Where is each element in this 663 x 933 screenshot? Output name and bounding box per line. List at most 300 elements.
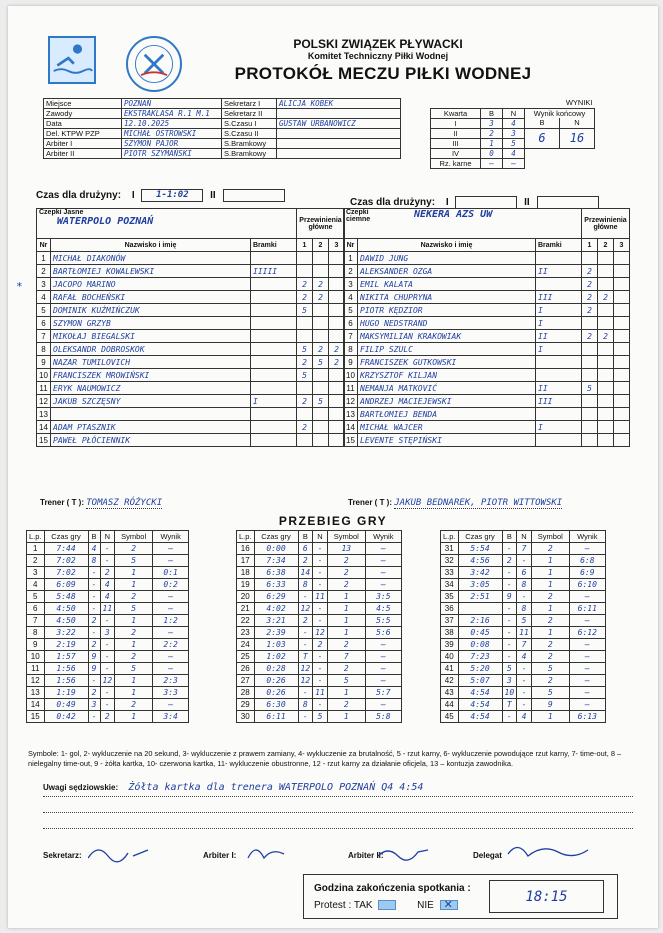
log-symbol[interactable]: 1 bbox=[531, 567, 569, 579]
log-symbol[interactable]: 2 bbox=[115, 627, 153, 639]
log-b[interactable]: 3 bbox=[502, 675, 517, 687]
log-time[interactable]: 0:49 bbox=[44, 699, 88, 711]
player-goals[interactable] bbox=[251, 317, 297, 330]
player-foul-f1[interactable]: 2 bbox=[582, 291, 598, 304]
player-goals[interactable]: III bbox=[536, 395, 582, 408]
log-n[interactable]: - bbox=[517, 591, 532, 603]
log-score[interactable]: — bbox=[153, 627, 189, 639]
log-symbol[interactable]: 1 bbox=[327, 687, 365, 699]
player-foul-f1[interactable]: 2 bbox=[582, 304, 598, 317]
log-time[interactable]: 4:50 bbox=[44, 615, 88, 627]
player-foul-f1[interactable]: 5 bbox=[297, 369, 313, 382]
player-foul-f2[interactable] bbox=[313, 252, 329, 265]
player-name[interactable]: BARTŁOMIEJ BENDA bbox=[358, 408, 536, 421]
quarter-b[interactable]: 0 bbox=[481, 148, 503, 158]
meta-value2[interactable] bbox=[277, 109, 401, 119]
meta-value[interactable]: 12.10.2025 bbox=[122, 119, 222, 129]
log-score[interactable]: — bbox=[365, 639, 401, 651]
player-foul-f2[interactable]: 5 bbox=[313, 395, 329, 408]
log-score[interactable]: 6:11 bbox=[569, 603, 605, 615]
player-foul-f1[interactable]: 5 bbox=[297, 343, 313, 356]
player-goals[interactable]: IIIII bbox=[251, 265, 297, 278]
log-n[interactable]: 5 bbox=[313, 711, 328, 723]
player-name[interactable]: KRZYSZTOF KILJAN bbox=[358, 369, 536, 382]
meta-value[interactable]: PIOTR SZYMAŃSKI bbox=[122, 149, 222, 159]
player-foul-f3[interactable] bbox=[614, 265, 630, 278]
player-foul-f1[interactable] bbox=[582, 408, 598, 421]
player-goals[interactable] bbox=[251, 421, 297, 434]
log-n[interactable]: 4 bbox=[100, 579, 115, 591]
log-time[interactable]: 6:30 bbox=[254, 699, 298, 711]
log-time[interactable]: 4:50 bbox=[44, 603, 88, 615]
log-n[interactable]: - bbox=[313, 543, 328, 555]
log-symbol[interactable]: 2 bbox=[531, 651, 569, 663]
log-time[interactable]: 3:21 bbox=[254, 615, 298, 627]
log-symbol[interactable]: 2 bbox=[531, 615, 569, 627]
log-b[interactable]: 2 bbox=[298, 555, 313, 567]
player-goals[interactable] bbox=[251, 408, 297, 421]
log-n[interactable]: 8 bbox=[517, 603, 532, 615]
player-foul-f1[interactable] bbox=[297, 434, 313, 447]
player-name[interactable]: FRANCISZEK MROWIŃSKI bbox=[51, 369, 251, 382]
log-time[interactable]: 7:02 bbox=[44, 555, 88, 567]
player-foul-f3[interactable] bbox=[614, 252, 630, 265]
log-symbol[interactable]: 5 bbox=[115, 603, 153, 615]
player-name[interactable]: ANDRZEJ MACIEJEWSKI bbox=[358, 395, 536, 408]
log-time[interactable]: 4:56 bbox=[458, 555, 502, 567]
player-name[interactable]: FRANCISZEK GUTKOWSKI bbox=[358, 356, 536, 369]
player-goals[interactable]: II bbox=[536, 382, 582, 395]
log-b[interactable]: 2 bbox=[88, 615, 100, 627]
log-b[interactable]: - bbox=[298, 627, 313, 639]
log-score[interactable]: — bbox=[569, 687, 605, 699]
player-name[interactable]: ADAM PTASZNIK bbox=[51, 421, 251, 434]
player-foul-f2[interactable] bbox=[313, 434, 329, 447]
player-name[interactable]: NIKITA CHUPRYNA bbox=[358, 291, 536, 304]
log-time[interactable]: 2:51 bbox=[458, 591, 502, 603]
log-time[interactable]: 7:44 bbox=[44, 543, 88, 555]
player-foul-f2[interactable]: 5 bbox=[313, 356, 329, 369]
log-n[interactable]: 6 bbox=[517, 567, 532, 579]
player-foul-f2[interactable] bbox=[313, 304, 329, 317]
log-symbol[interactable]: 1 bbox=[115, 579, 153, 591]
player-goals[interactable] bbox=[251, 330, 297, 343]
log-symbol[interactable]: 1 bbox=[327, 711, 365, 723]
player-foul-f2[interactable]: 2 bbox=[313, 343, 329, 356]
rz-n[interactable]: — bbox=[503, 158, 525, 168]
player-goals[interactable]: I bbox=[536, 304, 582, 317]
player-foul-f2[interactable] bbox=[598, 421, 614, 434]
log-n[interactable]: 5 bbox=[517, 615, 532, 627]
player-name[interactable]: DAWID JUNG bbox=[358, 252, 536, 265]
log-b[interactable]: - bbox=[502, 579, 517, 591]
player-foul-f2[interactable] bbox=[313, 330, 329, 343]
log-b[interactable]: 5 bbox=[502, 663, 517, 675]
log-time[interactable]: 2:19 bbox=[44, 639, 88, 651]
player-goals[interactable] bbox=[251, 291, 297, 304]
log-symbol[interactable]: 1 bbox=[531, 627, 569, 639]
log-time[interactable]: 4:54 bbox=[458, 699, 502, 711]
player-foul-f1[interactable] bbox=[582, 395, 598, 408]
log-time[interactable]: 3:22 bbox=[44, 627, 88, 639]
player-name[interactable]: NEMANJA MATKOVIĆ bbox=[358, 382, 536, 395]
player-foul-f1[interactable]: 5 bbox=[582, 382, 598, 395]
player-foul-f3[interactable] bbox=[614, 278, 630, 291]
log-n[interactable]: - bbox=[313, 663, 328, 675]
player-foul-f3[interactable] bbox=[614, 408, 630, 421]
log-b[interactable]: 9 bbox=[88, 663, 100, 675]
meta-value[interactable]: MICHAŁ OSTROWSKI bbox=[122, 129, 222, 139]
log-n[interactable]: - bbox=[313, 579, 328, 591]
player-name[interactable]: MAKSYMILIAN KRAKOWIAK bbox=[358, 330, 536, 343]
log-time[interactable]: 1:56 bbox=[44, 663, 88, 675]
player-name[interactable]: OLEKSANDR DOBROSKOK bbox=[51, 343, 251, 356]
log-symbol[interactable]: 5 bbox=[115, 555, 153, 567]
log-n[interactable]: - bbox=[313, 555, 328, 567]
log-score[interactable]: — bbox=[365, 651, 401, 663]
player-goals[interactable] bbox=[251, 434, 297, 447]
player-foul-f1[interactable] bbox=[582, 317, 598, 330]
log-score[interactable]: — bbox=[365, 663, 401, 675]
log-b[interactable]: - bbox=[502, 603, 517, 615]
player-foul-f2[interactable] bbox=[313, 408, 329, 421]
player-foul-f3[interactable] bbox=[614, 330, 630, 343]
player-goals[interactable] bbox=[536, 278, 582, 291]
log-n[interactable]: 11 bbox=[517, 627, 532, 639]
log-score[interactable]: 3:5 bbox=[365, 591, 401, 603]
log-b[interactable]: 9 bbox=[88, 651, 100, 663]
player-foul-f2[interactable] bbox=[598, 252, 614, 265]
player-name[interactable]: PIOTR KĘDZIOR bbox=[358, 304, 536, 317]
log-score[interactable]: 4:5 bbox=[365, 603, 401, 615]
player-foul-f2[interactable]: 2 bbox=[313, 278, 329, 291]
log-n[interactable]: 4 bbox=[100, 591, 115, 603]
quarter-b[interactable]: 2 bbox=[481, 128, 503, 138]
player-name[interactable]: JACOPO MARINO bbox=[51, 278, 251, 291]
log-score[interactable]: — bbox=[153, 651, 189, 663]
player-foul-f1[interactable]: 2 bbox=[582, 265, 598, 278]
log-b[interactable]: T bbox=[298, 651, 313, 663]
player-name[interactable]: LEVENTE STĘPIŃSKI bbox=[358, 434, 536, 447]
meta-value[interactable]: POZNAŃ bbox=[122, 99, 222, 109]
log-score[interactable]: 2:2 bbox=[153, 639, 189, 651]
player-goals[interactable] bbox=[251, 343, 297, 356]
log-score[interactable]: 5:5 bbox=[365, 615, 401, 627]
player-foul-f1[interactable] bbox=[297, 382, 313, 395]
log-b[interactable]: - bbox=[88, 579, 100, 591]
log-symbol[interactable]: 2 bbox=[115, 591, 153, 603]
player-name[interactable]: MICHAŁ WAJCER bbox=[358, 421, 536, 434]
log-symbol[interactable]: 2 bbox=[531, 543, 569, 555]
log-n[interactable]: 4 bbox=[517, 651, 532, 663]
log-score[interactable]: — bbox=[153, 699, 189, 711]
log-score[interactable]: — bbox=[365, 699, 401, 711]
log-score[interactable]: 2:3 bbox=[153, 675, 189, 687]
player-foul-f2[interactable] bbox=[598, 278, 614, 291]
log-n[interactable]: 4 bbox=[517, 711, 532, 723]
log-b[interactable]: 2 bbox=[298, 615, 313, 627]
final-n[interactable]: 16 bbox=[560, 128, 595, 148]
log-time[interactable]: 7:34 bbox=[254, 555, 298, 567]
log-n[interactable]: - bbox=[100, 555, 115, 567]
log-symbol[interactable]: 2 bbox=[327, 579, 365, 591]
player-name[interactable]: HUGO NEDSTRAND bbox=[358, 317, 536, 330]
log-symbol[interactable]: 2 bbox=[115, 699, 153, 711]
log-score[interactable]: — bbox=[153, 543, 189, 555]
log-symbol[interactable]: 1 bbox=[115, 711, 153, 723]
log-b[interactable]: 8 bbox=[298, 699, 313, 711]
log-n[interactable]: - bbox=[100, 699, 115, 711]
player-foul-f1[interactable] bbox=[582, 356, 598, 369]
log-b[interactable]: T bbox=[502, 699, 517, 711]
log-score[interactable]: — bbox=[569, 543, 605, 555]
log-n[interactable]: - bbox=[100, 543, 115, 555]
log-b[interactable]: 12 bbox=[298, 663, 313, 675]
meta-value2[interactable] bbox=[277, 129, 401, 139]
log-symbol[interactable]: 1 bbox=[115, 675, 153, 687]
log-score[interactable]: — bbox=[365, 579, 401, 591]
log-b[interactable]: - bbox=[502, 639, 517, 651]
log-b[interactable]: - bbox=[88, 627, 100, 639]
player-foul-f1[interactable] bbox=[297, 265, 313, 278]
log-symbol[interactable]: 1 bbox=[115, 567, 153, 579]
log-score[interactable]: 6:8 bbox=[569, 555, 605, 567]
log-b[interactable]: - bbox=[298, 639, 313, 651]
log-time[interactable]: 5:20 bbox=[458, 663, 502, 675]
log-time[interactable]: 5:48 bbox=[44, 591, 88, 603]
meta-value2[interactable] bbox=[277, 139, 401, 149]
log-score[interactable]: — bbox=[153, 603, 189, 615]
player-foul-f2[interactable] bbox=[598, 408, 614, 421]
meta-value2[interactable]: ALICJA KOBEK bbox=[277, 99, 401, 109]
log-b[interactable]: - bbox=[502, 615, 517, 627]
player-name[interactable]: MICHAŁ DIAKONÓW bbox=[51, 252, 251, 265]
player-foul-f2[interactable] bbox=[313, 265, 329, 278]
player-foul-f2[interactable] bbox=[598, 343, 614, 356]
log-symbol[interactable]: 1 bbox=[531, 555, 569, 567]
player-name[interactable]: MIKOŁAJ BIEGALSKI bbox=[51, 330, 251, 343]
player-goals[interactable]: I bbox=[251, 395, 297, 408]
log-b[interactable]: 12 bbox=[298, 675, 313, 687]
meta-value2[interactable]: GUSTAW URBANOWICZ bbox=[277, 119, 401, 129]
log-b[interactable]: - bbox=[298, 711, 313, 723]
log-time[interactable]: 0:26 bbox=[254, 687, 298, 699]
log-time[interactable]: 6:33 bbox=[254, 579, 298, 591]
log-b[interactable]: - bbox=[88, 711, 100, 723]
log-score[interactable]: 3:4 bbox=[153, 711, 189, 723]
log-score[interactable]: 0:2 bbox=[153, 579, 189, 591]
log-b[interactable]: 2 bbox=[502, 555, 517, 567]
log-score[interactable]: — bbox=[569, 675, 605, 687]
log-b[interactable]: 14 bbox=[298, 567, 313, 579]
player-foul-f1[interactable] bbox=[582, 421, 598, 434]
player-foul-f3[interactable] bbox=[614, 317, 630, 330]
log-n[interactable]: 8 bbox=[517, 579, 532, 591]
player-foul-f3[interactable] bbox=[614, 395, 630, 408]
log-symbol[interactable]: 1 bbox=[115, 615, 153, 627]
log-n[interactable]: - bbox=[100, 663, 115, 675]
log-time[interactable] bbox=[458, 603, 502, 615]
player-goals[interactable] bbox=[536, 408, 582, 421]
log-score[interactable]: 6:9 bbox=[569, 567, 605, 579]
log-n[interactable]: 11 bbox=[313, 591, 328, 603]
log-time[interactable]: 7:23 bbox=[458, 651, 502, 663]
player-foul-f1[interactable]: 2 bbox=[297, 356, 313, 369]
log-b[interactable]: 8 bbox=[298, 579, 313, 591]
log-time[interactable]: 1:57 bbox=[44, 651, 88, 663]
player-foul-f1[interactable] bbox=[582, 252, 598, 265]
log-symbol[interactable]: 1 bbox=[327, 591, 365, 603]
player-goals[interactable] bbox=[251, 356, 297, 369]
player-name[interactable]: ERYK NAUMOWICZ bbox=[51, 382, 251, 395]
player-foul-f1[interactable]: 2 bbox=[297, 395, 313, 408]
player-foul-f3[interactable] bbox=[614, 291, 630, 304]
player-name[interactable]: PAWEŁ PŁÓCIENNIK bbox=[51, 434, 251, 447]
player-goals[interactable]: I bbox=[536, 421, 582, 434]
log-score[interactable]: — bbox=[569, 663, 605, 675]
player-foul-f1[interactable]: 2 bbox=[297, 291, 313, 304]
player-foul-f1[interactable]: 5 bbox=[297, 304, 313, 317]
log-b[interactable]: - bbox=[502, 651, 517, 663]
log-b[interactable]: 9 bbox=[502, 591, 517, 603]
log-score[interactable]: 6:13 bbox=[569, 711, 605, 723]
log-symbol[interactable]: 1 bbox=[115, 687, 153, 699]
log-score[interactable]: — bbox=[365, 555, 401, 567]
quarter-n[interactable]: 4 bbox=[503, 148, 525, 158]
log-score[interactable]: 1:2 bbox=[153, 615, 189, 627]
log-n[interactable]: 3 bbox=[100, 627, 115, 639]
player-foul-f3[interactable] bbox=[614, 356, 630, 369]
log-n[interactable]: 7 bbox=[517, 543, 532, 555]
log-symbol[interactable]: 2 bbox=[327, 555, 365, 567]
player-foul-f1[interactable] bbox=[297, 408, 313, 421]
log-symbol[interactable]: 2 bbox=[115, 651, 153, 663]
log-time[interactable]: 7:02 bbox=[44, 567, 88, 579]
player-foul-f2[interactable] bbox=[598, 317, 614, 330]
player-foul-f2[interactable] bbox=[313, 317, 329, 330]
player-foul-f1[interactable] bbox=[297, 317, 313, 330]
log-b[interactable]: - bbox=[88, 603, 100, 615]
log-n[interactable]: - bbox=[100, 639, 115, 651]
player-name[interactable]: NAZAR TUMILOVICH bbox=[51, 356, 251, 369]
team-time-home-ii-box[interactable] bbox=[223, 189, 285, 202]
player-foul-f1[interactable]: 2 bbox=[582, 278, 598, 291]
quarter-n[interactable]: 4 bbox=[503, 118, 525, 128]
player-goals[interactable] bbox=[251, 369, 297, 382]
log-time[interactable]: 2:39 bbox=[254, 627, 298, 639]
log-time[interactable]: 0:28 bbox=[254, 663, 298, 675]
player-name[interactable]: EMIL KALATA bbox=[358, 278, 536, 291]
log-symbol[interactable]: 5 bbox=[531, 663, 569, 675]
log-time[interactable]: 0:42 bbox=[44, 711, 88, 723]
log-b[interactable]: 2 bbox=[88, 639, 100, 651]
player-goals[interactable] bbox=[251, 252, 297, 265]
log-n[interactable]: - bbox=[313, 699, 328, 711]
player-name[interactable]: DOMINIK KUŹMIŃCZUK bbox=[51, 304, 251, 317]
team-time-home-i-box[interactable]: 1-1:02 bbox=[141, 189, 203, 202]
log-score[interactable]: — bbox=[365, 675, 401, 687]
log-score[interactable]: 6:10 bbox=[569, 579, 605, 591]
log-symbol[interactable]: 2 bbox=[531, 591, 569, 603]
log-score[interactable]: 0:1 bbox=[153, 567, 189, 579]
player-goals[interactable]: II bbox=[536, 265, 582, 278]
player-foul-f2[interactable] bbox=[313, 421, 329, 434]
player-foul-f1[interactable] bbox=[582, 369, 598, 382]
log-score[interactable]: — bbox=[569, 699, 605, 711]
log-b[interactable]: - bbox=[298, 687, 313, 699]
log-score[interactable]: — bbox=[569, 591, 605, 603]
log-score[interactable]: — bbox=[569, 615, 605, 627]
log-symbol[interactable]: 7 bbox=[327, 651, 365, 663]
player-foul-f2[interactable]: 2 bbox=[313, 291, 329, 304]
log-n[interactable]: 12 bbox=[313, 627, 328, 639]
meta-value[interactable]: EKSTRAKLASA R.1 M.1 bbox=[122, 109, 222, 119]
player-foul-f3[interactable] bbox=[614, 304, 630, 317]
player-goals[interactable] bbox=[536, 356, 582, 369]
player-foul-f3[interactable] bbox=[614, 382, 630, 395]
log-n[interactable]: - bbox=[100, 651, 115, 663]
player-name[interactable]: ALEKSANDER OZGA bbox=[358, 265, 536, 278]
log-symbol[interactable]: 2 bbox=[327, 663, 365, 675]
final-b[interactable]: 6 bbox=[525, 128, 560, 148]
player-foul-f1[interactable] bbox=[297, 252, 313, 265]
player-goals[interactable] bbox=[536, 369, 582, 382]
log-n[interactable]: - bbox=[517, 555, 532, 567]
player-name[interactable]: SZYMON GRZYB bbox=[51, 317, 251, 330]
log-n[interactable]: 11 bbox=[100, 603, 115, 615]
log-symbol[interactable]: 2 bbox=[327, 699, 365, 711]
log-b[interactable]: 3 bbox=[88, 699, 100, 711]
player-foul-f2[interactable] bbox=[598, 382, 614, 395]
player-foul-f3[interactable] bbox=[614, 343, 630, 356]
log-score[interactable]: — bbox=[365, 543, 401, 555]
log-time[interactable]: 6:38 bbox=[254, 567, 298, 579]
log-n[interactable]: 2 bbox=[100, 567, 115, 579]
log-b[interactable]: - bbox=[88, 591, 100, 603]
player-foul-f1[interactable]: 2 bbox=[582, 330, 598, 343]
player-foul-f2[interactable] bbox=[598, 369, 614, 382]
player-foul-f3[interactable]: 2 bbox=[329, 343, 345, 356]
log-time[interactable]: 1:19 bbox=[44, 687, 88, 699]
log-n[interactable]: 2 bbox=[313, 639, 328, 651]
log-time[interactable]: 6:11 bbox=[254, 711, 298, 723]
log-b[interactable]: - bbox=[502, 567, 517, 579]
log-score[interactable]: 5:6 bbox=[365, 627, 401, 639]
log-b[interactable]: 4 bbox=[88, 543, 100, 555]
log-time[interactable]: 4:54 bbox=[458, 687, 502, 699]
log-b[interactable]: 8 bbox=[88, 555, 100, 567]
log-b[interactable]: - bbox=[502, 543, 517, 555]
player-goals[interactable]: I bbox=[536, 343, 582, 356]
log-symbol[interactable]: 9 bbox=[531, 699, 569, 711]
log-n[interactable]: 2 bbox=[100, 711, 115, 723]
player-goals[interactable]: I bbox=[536, 317, 582, 330]
log-n[interactable]: - bbox=[100, 615, 115, 627]
log-symbol[interactable]: 1 bbox=[531, 711, 569, 723]
player-name[interactable]: FILIP SZULC bbox=[358, 343, 536, 356]
log-symbol[interactable]: 1 bbox=[327, 627, 365, 639]
player-foul-f2[interactable] bbox=[598, 265, 614, 278]
log-time[interactable]: 5:54 bbox=[458, 543, 502, 555]
player-foul-f2[interactable] bbox=[313, 369, 329, 382]
log-n[interactable]: - bbox=[517, 663, 532, 675]
log-symbol[interactable]: 2 bbox=[327, 567, 365, 579]
log-b[interactable]: - bbox=[298, 591, 313, 603]
player-goals[interactable]: II bbox=[536, 330, 582, 343]
log-symbol[interactable]: 2 bbox=[531, 675, 569, 687]
log-time[interactable]: 4:02 bbox=[254, 603, 298, 615]
log-symbol[interactable]: 5 bbox=[115, 663, 153, 675]
